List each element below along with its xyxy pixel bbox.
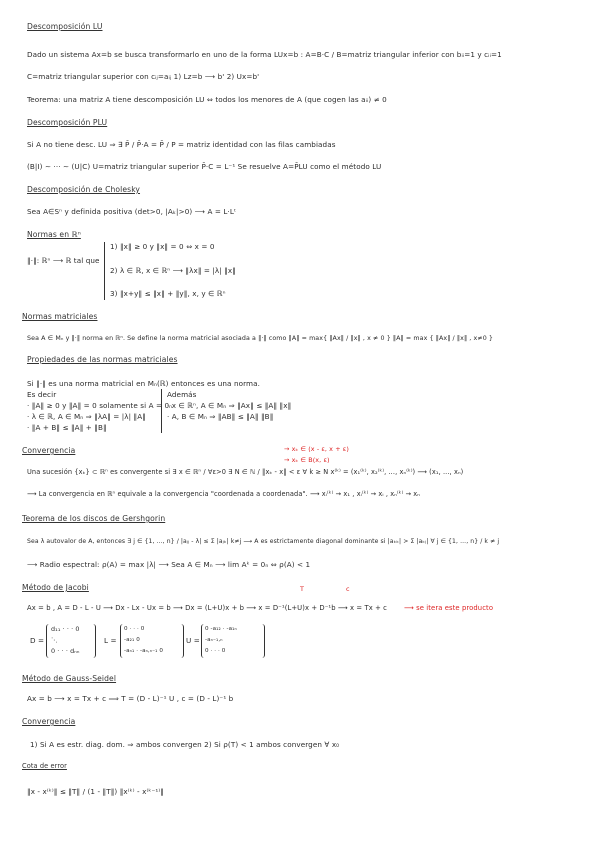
lu-theorem: Teorema: una matriz A tiene descomposición LU ⇔ todos los menores de A (que cogen las aᵢᵢ) ≠ 0 xyxy=(27,95,387,104)
jacobi-red-c: c xyxy=(346,585,350,593)
prop-1: · ‖A‖ ≥ 0 y ‖A‖ = 0 solamente si A = 0ₙ xyxy=(27,401,173,410)
heading-lu: Descomposición LU xyxy=(27,22,103,31)
matrix-D-row-1: d₁₁ · · · 0 xyxy=(51,625,80,633)
gauss-seidel-line: Ax = b ⟶ x = Tx + c ⟹ T = (D - L)⁻¹ U , c = (D - L)⁻¹ b xyxy=(27,694,234,703)
heading-convergencia-2: Convergencia xyxy=(22,717,76,726)
axiom-1: 1) ‖x‖ ≥ 0 y ‖x‖ = 0 ⇔ x = 0 xyxy=(110,242,215,251)
lu-line-2: C=matriz triangular superior con cᵢⱼ=aᵢⱼ 1) Lz=b ⟶ b' 2) Ux=b' xyxy=(27,72,260,81)
lu-line-1: Dado un sistema Ax=b se busca transformarlo en uno de la forma LUx=b : A=B·C / B=matriz triangular inferior con bᵢᵢ=1 y cᵢᵢ=1 xyxy=(27,50,502,59)
heading-plu: Descomposición PLU xyxy=(27,118,108,127)
heading-jacobi: Método de Jacobi xyxy=(22,583,89,592)
prop-3: · ‖A + B‖ ≤ ‖A‖ + ‖B‖ xyxy=(27,423,107,432)
norma-matricial-def: Sea A ∈ Mₙ y ‖·‖ norma en ℝⁿ. Se define la norma matricial asociada a ‖·‖ como ‖A‖ = max{ ‖Ax‖ / ‖x‖ , x ≠ 0 } ‖A‖ = max { ‖Ax‖ / ‖x‖ , x≠0 } xyxy=(27,335,494,342)
matrix-L-label: L = xyxy=(104,636,117,645)
heading-gershgorin: Teorema de los discos de Gershgorin xyxy=(22,514,166,523)
matrix-U xyxy=(201,624,265,658)
matrix-D-row-3: 0 · · · dₙₙ xyxy=(51,647,80,655)
prop-2: · λ ∈ ℝ, A ∈ Mₙ ⇒ ‖λA‖ = |λ| ‖A‖ xyxy=(27,412,146,421)
heading-gauss-seidel: Método de Gauss-Seidel xyxy=(22,674,117,683)
prop-5: · A, B ∈ Mₙ ⇒ ‖AB‖ ≤ ‖A‖ ‖B‖ xyxy=(167,412,274,421)
axiom-2: 2) λ ∈ ℝ, x ∈ ℝⁿ ⟶ ‖λx‖ = |λ| ‖x‖ xyxy=(110,266,236,275)
matrix-D xyxy=(46,624,96,658)
heading-normas-matriciales: Normas matriciales xyxy=(22,312,98,321)
matrix-U-row-2: -aₙ₋₁,ₙ xyxy=(205,637,223,643)
prop-es-decir: Es decir xyxy=(27,390,57,399)
heading-convergencia: Convergencia xyxy=(22,446,76,455)
axiom-3: 3) ‖x+y‖ ≤ ‖x‖ + ‖y‖, x, y ∈ ℝⁿ xyxy=(110,289,226,298)
jacobi-red-note: ⟶ se itera este producto xyxy=(404,604,494,612)
jacobi-line: Ax = b , A = D - L - U ⟶ Dx - Lx - Ux = b ⟶ Dx = (L+U)x + b ⟶ x = D⁻¹(L+U)x + D⁻¹b ⟶ x = Tx + c xyxy=(27,604,387,612)
matrix-U-row-3: 0 · · · 0 xyxy=(205,648,226,654)
conv-red-note-1: → xₖ ∈ (x - ε, x + ε) xyxy=(284,445,349,453)
conv-line-2: ⟶ La convergencia en ℝⁿ equivale a la convergencia "coordenada a coordenada". ⟶ xᵢ⁽ᵏ⁾ → x₁ , xᵢ⁽ᵏ⁾ → xᵢ , xₙ⁽ᵏ⁾ → xₙ xyxy=(27,490,421,498)
jacobi-red-T: T xyxy=(300,585,305,593)
matrix-L-row-2: -a₂₁ 0 xyxy=(124,637,140,643)
heading-propiedades: Propiedades de las normas matriciales xyxy=(27,355,178,364)
matrix-U-row-1: 0 -a₁₂ · -a₁ₙ xyxy=(205,626,237,632)
conv-line-1: Una sucesión {xₖ} ⊂ ℝⁿ es convergente si ∃ x ∈ ℝⁿ / ∀ε>0 ∃ N ∈ ℕ / ‖xₖ - x‖ < ε ∀ k ≥ N x⁽ᵏ⁾ = (x₁⁽ᵏ⁾, x₂⁽ᵏ⁾, ..., xₙ⁽ᵏ⁾) ⟶ (x₁, ..., xₙ) xyxy=(27,468,464,476)
heading-normas: Normas en ℝⁿ xyxy=(27,230,81,239)
convergencia-2-line: 1) Si A es estr. diag. dom. ⇒ ambos convergen 2) Si ρ(T) < 1 ambos convergen ∀ x₀ xyxy=(30,740,340,749)
conv-red-note-2: → xₖ ∈ B(x, ε) xyxy=(284,456,330,464)
prop-4: · x ∈ ℝⁿ, A ∈ Mₙ ⇒ ‖Ax‖ ≤ ‖A‖ ‖x‖ xyxy=(167,401,292,410)
axioms-brace xyxy=(104,242,105,300)
matrix-D-row-2: ⋱ xyxy=(51,636,58,644)
gershgorin-line-2: ⟶ Radio espectral: ρ(A) = max |λ| ⟶ Sea A ∈ Mₙ ⟶ lim Aᵏ = 0ₙ ⇔ ρ(A) < 1 xyxy=(27,560,311,569)
matrix-L-row-1: 0 · · · 0 xyxy=(124,626,145,632)
matrix-L-row-3: -aₙ₁ · -aₙ,ₙ₋₁ 0 xyxy=(124,648,164,654)
matrix-L xyxy=(120,624,184,658)
prop-intro: Si ‖·‖ es una norma matricial en Mₙ(ℝ) entonces es una norma. xyxy=(27,379,261,388)
cholesky-line: Sea A∈Sⁿ y definida positiva (det>0, |Aₖ|>0) ⟶ A = L·Lᵗ xyxy=(27,207,237,216)
plu-line-1: Si A no tiene desc. LU ⇒ ∃ P̄ / P̄·A = P̄ / P = matriz identidad con las filas cambiadas xyxy=(27,140,336,149)
cota-error-line: ‖x - x⁽ᵏ⁾‖ ≤ ‖T‖ / (1 - ‖T‖) ‖x⁽ᵏ⁾ - x⁽ᵏ⁻¹⁾‖ xyxy=(27,787,164,796)
gershgorin-line-1: Sea λ autovalor de A, entonces ∃ j ∈ {1, ..., n} / |aⱼⱼ - λ| ≤ Σ |aⱼₖ| k≠j ⟶ A es estrictamente diagonal dominante si |aₖₖ| > Σ |aₖⱼ| ∀ j ∈ {1, ..., n} / k ≠ j xyxy=(27,538,500,545)
prop-ademas: Además xyxy=(167,390,197,399)
matrix-D-label: D = xyxy=(30,636,45,645)
norma-def: ‖·‖: ℝⁿ ⟶ ℝ tal que xyxy=(27,256,100,265)
matrix-U-label: U = xyxy=(186,636,200,645)
heading-cholesky: Descomposición de Cholesky xyxy=(27,185,141,194)
props-brace xyxy=(161,389,162,433)
plu-line-2: (B|I) ∼ ··· ∼ (U|C) U=matriz triangular superior P̄·C = L⁻¹ Se resuelve A=P̄LU como el método LU xyxy=(27,162,382,171)
heading-cota-error: Cota de error xyxy=(22,762,67,770)
